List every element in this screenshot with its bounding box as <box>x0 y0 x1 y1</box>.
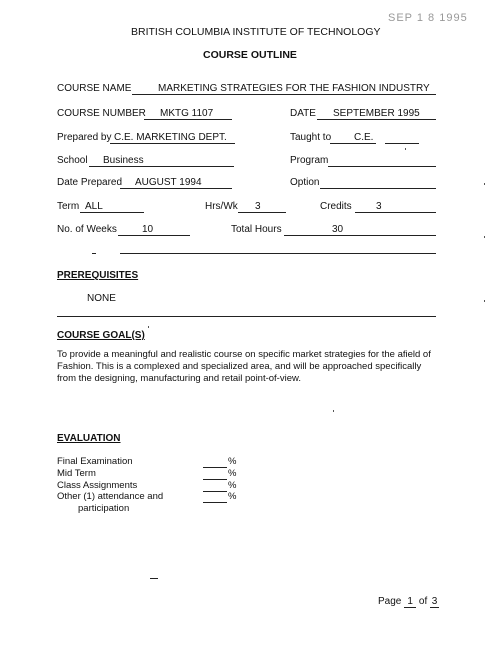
received-date-stamp: SEP 1 8 1995 <box>388 12 468 24</box>
page-total: 3 <box>431 596 438 607</box>
scan-speck <box>333 410 334 412</box>
prerequisites-value: NONE <box>87 293 116 304</box>
stray-mark <box>150 578 158 579</box>
date-value: SEPTEMBER 1995 <box>317 108 436 120</box>
page-number <box>378 596 439 608</box>
prepared-by-value: C.E. MARKETING DEPT. <box>110 132 235 144</box>
option-value <box>320 177 436 189</box>
scan-speck <box>484 183 485 185</box>
prerequisites-divider <box>57 316 436 317</box>
date-prepared-label: Date Prepared <box>57 177 123 188</box>
section-divider <box>120 253 436 254</box>
evaluation-label: Other (1) attendance and <box>57 491 164 502</box>
page-label: Page <box>378 596 402 607</box>
evaluation-label: Class Assignments <box>57 480 138 491</box>
scan-speck <box>405 148 406 150</box>
weeks-label: No. of Weeks <box>57 224 117 235</box>
evaluation-value-blank <box>203 468 227 480</box>
prepared-by-label: Prepared by <box>57 132 112 143</box>
taught-to-label: Taught to <box>290 132 332 143</box>
evaluation-label: Final Examination <box>57 456 133 467</box>
scan-speck <box>148 326 149 328</box>
taught-to-value: C.E. <box>330 132 376 144</box>
evaluation-value-blank <box>203 491 227 503</box>
evaluation-row <box>57 468 96 479</box>
weeks-value: 10 <box>118 224 190 236</box>
evaluation-label: Mid Term <box>57 468 96 479</box>
divider-dash <box>92 253 96 254</box>
date-label: DATE <box>290 108 316 119</box>
course-goals-heading: COURSE GOAL(S) <box>57 330 145 341</box>
scan-speck <box>484 300 485 302</box>
hrs-wk-value: 3 <box>238 201 286 213</box>
course-number-label: COURSE NUMBER <box>57 108 146 119</box>
program-value <box>328 155 436 167</box>
page-of-label: of <box>418 596 428 607</box>
school-label: School <box>57 155 88 166</box>
evaluation-continuation: participation <box>78 503 130 514</box>
document-title: COURSE OUTLINE <box>203 49 297 61</box>
scan-speck <box>484 236 485 238</box>
program-label: Program <box>290 155 329 166</box>
evaluation-row <box>57 491 163 502</box>
evaluation-heading: EVALUATION <box>57 433 121 444</box>
course-goals-text: To provide a meaningful and realistic course on specific market strategies for the afield of Fashion. This is a complexed and specialized area, and will be approached specifically from the designing, manufacturing and retail point-of-view. <box>57 349 431 384</box>
prerequisites-heading: PREREQUISITES <box>57 270 139 281</box>
school-value: Business <box>89 155 234 167</box>
taught-to-extra-line <box>385 143 419 144</box>
credits-label: Credits <box>320 201 352 212</box>
total-hours-value: 30 <box>284 224 436 236</box>
percent-sign: % <box>228 468 237 479</box>
course-name-value: MARKETING STRATEGIES FOR THE FASHION INDUSTRY <box>132 83 436 95</box>
percent-sign: % <box>228 456 237 467</box>
hrs-wk-label: Hrs/Wk <box>205 201 238 212</box>
page-current: 1 <box>404 597 416 608</box>
evaluation-row <box>57 456 133 467</box>
course-name-label: COURSE NAME <box>57 83 132 94</box>
course-number-value: MKTG 1107 <box>144 108 232 120</box>
term-value: ALL <box>80 201 144 213</box>
evaluation-value-blank <box>203 456 227 468</box>
evaluation-row <box>57 480 137 491</box>
date-prepared-value: AUGUST 1994 <box>120 177 232 189</box>
credits-value: 3 <box>355 201 436 213</box>
percent-sign: % <box>228 491 237 502</box>
percent-sign: % <box>228 480 237 491</box>
option-label: Option <box>290 177 320 188</box>
total-hours-label: Total Hours <box>231 224 282 235</box>
institution-name: BRITISH COLUMBIA INSTITUTE OF TECHNOLOGY <box>131 26 381 38</box>
term-label: Term <box>57 201 80 212</box>
